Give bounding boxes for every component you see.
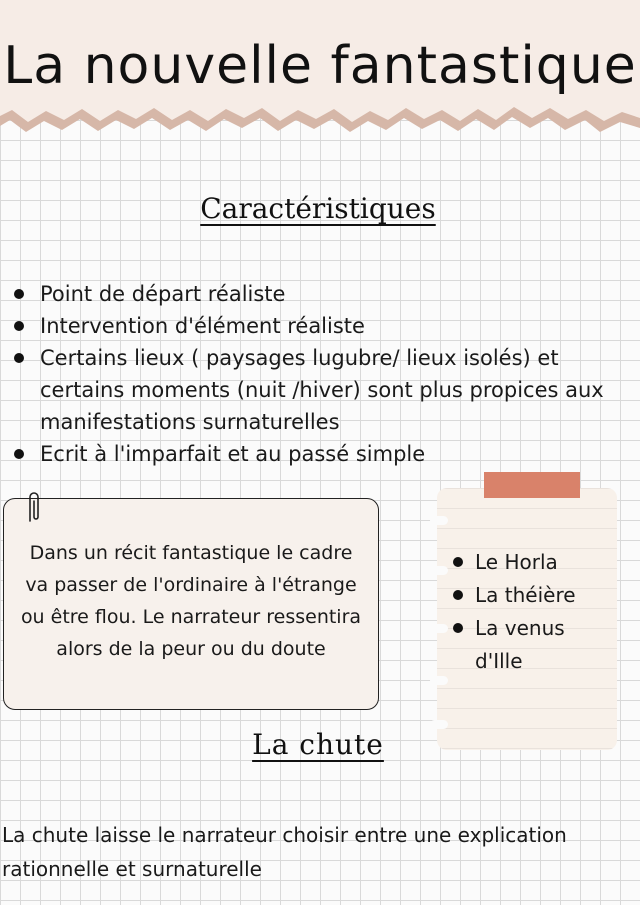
section-title-chute: La chute [252, 728, 384, 761]
list-item: Le Horla [453, 546, 613, 579]
chute-text: La chute laisse le narrateur choisir entre une explication rationnelle et surnaturelle [2, 823, 567, 881]
caracteristiques-list [12, 278, 636, 470]
notepad-hole [430, 516, 448, 525]
list-item: Certains lieux ( paysages lugubre/ lieux isolés) et certains moments (nuit /hiver) sont plus propices aux manifestations surnaturelles [12, 342, 636, 438]
list-item: Point de départ réaliste [12, 278, 636, 310]
list-item: Ecrit à l'imparfait et au passé simple [12, 438, 636, 470]
page-title: La nouvelle fantastique [3, 36, 637, 96]
notepad-hole [430, 720, 448, 729]
list-item: La venus d'Ille [453, 612, 613, 678]
paperclip-icon [26, 491, 42, 525]
notepad-hole [430, 566, 448, 575]
tape-strip [484, 472, 580, 498]
notepad-hole [430, 676, 448, 685]
list-item: Intervention d'élément réaliste [12, 310, 636, 342]
list-item: La théière [453, 579, 613, 612]
note-text: Dans un récit fantastique le cadre va passer de l'ordinaire à l'étrange ou être flou. Le narrateur ressentira alors de la peur ou du doute [20, 542, 362, 660]
section-title-caracteristiques: Caractéristiques [200, 192, 436, 225]
note-card [3, 498, 379, 710]
notepad [437, 488, 617, 750]
notepad-hole [430, 624, 448, 633]
page-header [0, 0, 640, 160]
book-list [453, 546, 613, 678]
